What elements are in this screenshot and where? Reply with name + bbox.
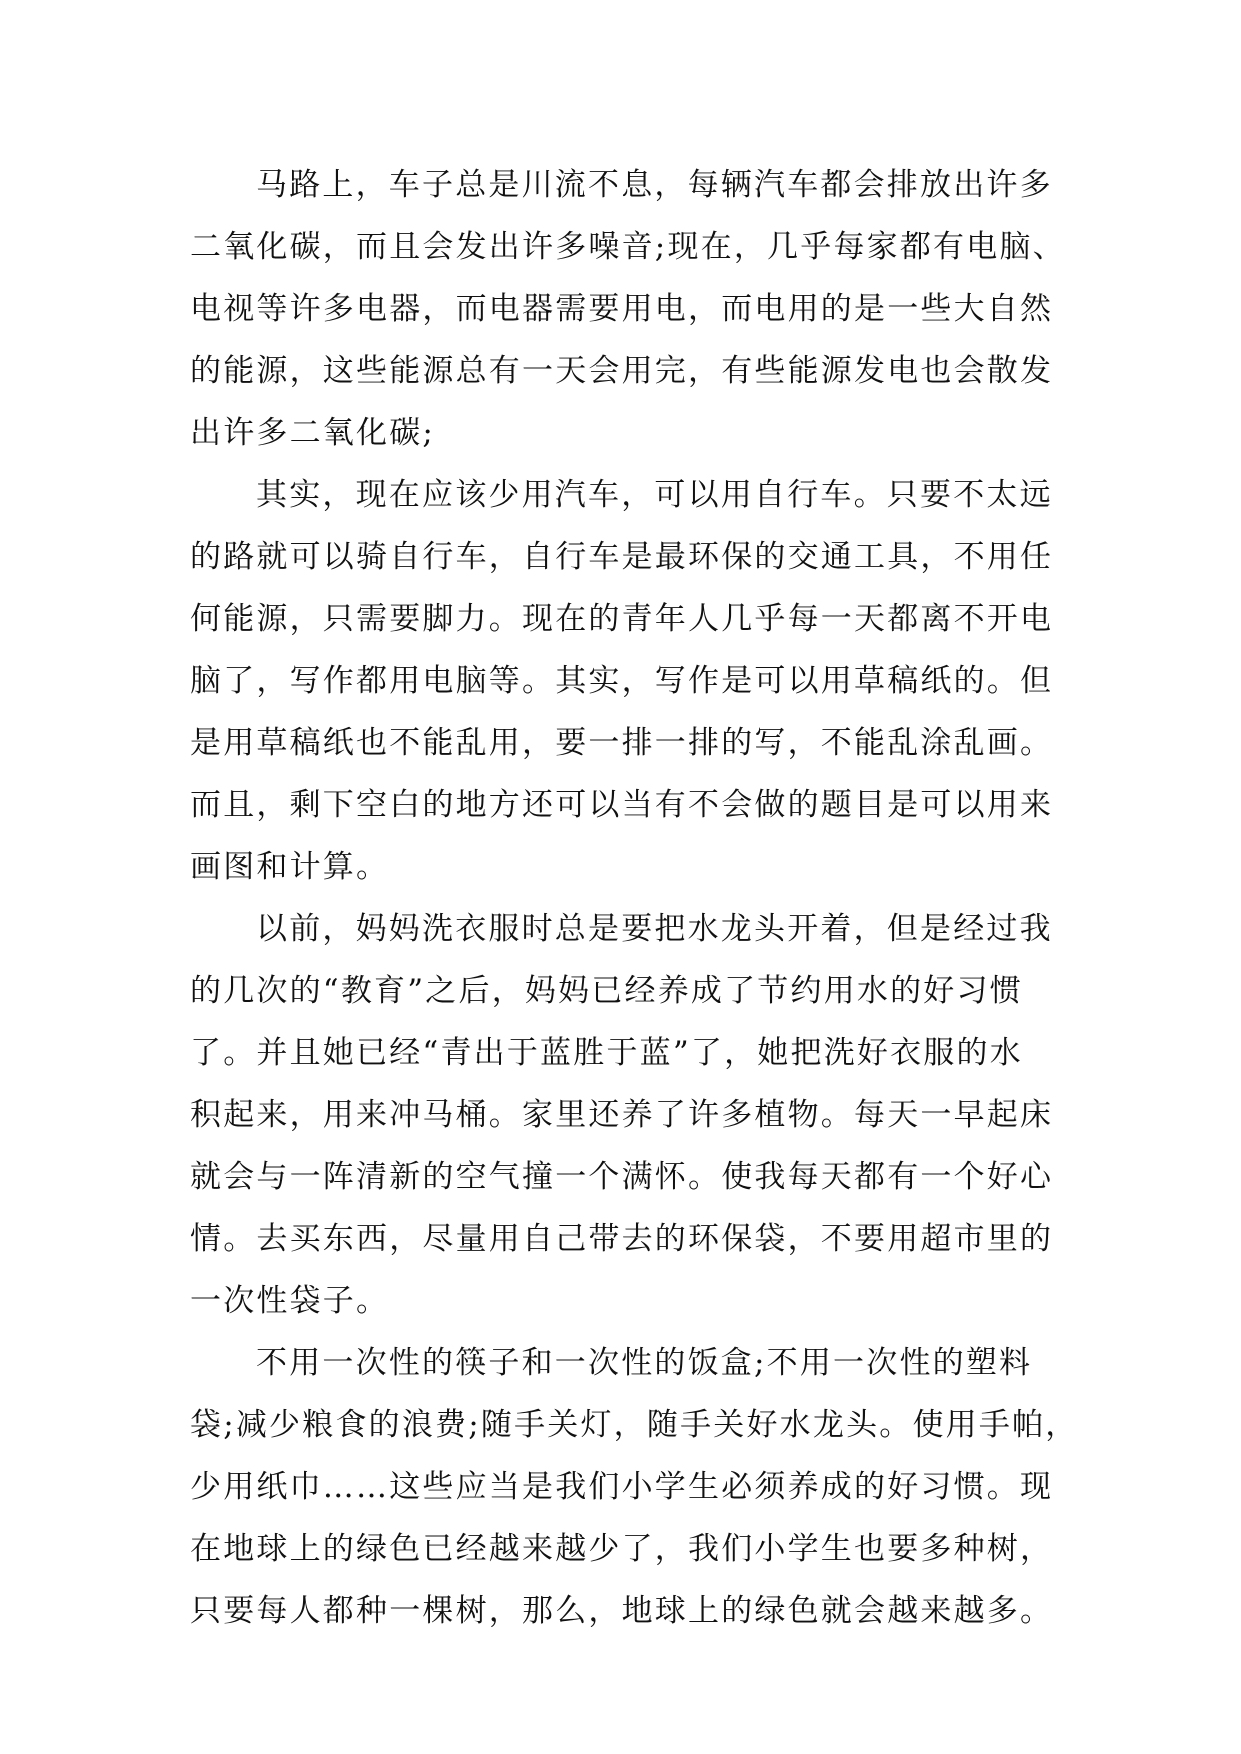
text-line: 以前，妈妈洗衣服时总是要把水龙头开着，但是经过我 (256, 911, 1053, 947)
text-line: 其实，现在应该少用汽车，可以用自行车。只要不太远 (256, 477, 1053, 513)
paragraph-1 (190, 154, 1066, 464)
text-line: 的能源，这些能源总有一天会用完，有些能源发电也会散发 (190, 353, 1054, 389)
text-line: 出许多二氧化碳; (190, 415, 436, 451)
text-line: 画图和计算。 (190, 849, 390, 885)
text-line: 在地球上的绿色已经越来越少了，我们小学生也要多种树， (190, 1531, 1054, 1567)
text-line: 情。去买东西，尽量用自己带去的环保袋，不要用超市里的 (190, 1221, 1054, 1257)
text-line: 是用草稿纸也不能乱用，要一排一排的写，不能乱涂乱画。 (190, 725, 1054, 761)
text-line: 少用纸巾……这些应当是我们小学生必须养成的好习惯。现 (190, 1469, 1054, 1505)
text-line: 一次性袋子。 (190, 1283, 390, 1319)
text-line: 了。并且她已经“青出于蓝胜于蓝”了，她把洗好衣服的水 (190, 1035, 1023, 1071)
text-line: 二氧化碳，而且会发出许多噪音;现在，几乎每家都有电脑、 (190, 229, 1066, 265)
document-body (190, 154, 1079, 1642)
text-line: 积起来，用来冲马桶。家里还养了许多植物。每天一早起床 (190, 1097, 1054, 1133)
text-line: 只要每人都种一棵树，那么，地球上的绿色就会越来越多。 (190, 1593, 1054, 1629)
text-line: 何能源，只需要脚力。现在的青年人几乎每一天都离不开电 (190, 601, 1054, 637)
text-line: 不用一次性的筷子和一次性的饭盒;不用一次性的塑料 (256, 1345, 1033, 1381)
text-line: 脑了，写作都用电脑等。其实，写作是可以用草稿纸的。但 (190, 663, 1054, 699)
text-line: 的路就可以骑自行车，自行车是最环保的交通工具，不用任 (190, 539, 1054, 575)
paragraph-2 (190, 464, 1054, 898)
text-line: 袋;减少粮食的浪费;随手关灯，随手关好水龙头。使用手帕， (190, 1407, 1079, 1443)
text-line: 的几次的“教育”之后，妈妈已经养成了节约用水的好习惯 (190, 973, 1023, 1009)
text-line: 就会与一阵清新的空气撞一个满怀。使我每天都有一个好心 (190, 1159, 1054, 1195)
text-line: 而且，剩下空白的地方还可以当有不会做的题目是可以用来 (190, 787, 1054, 823)
paragraph-3 (190, 898, 1054, 1332)
text-line: 马路上，车子总是川流不息，每辆汽车都会排放出许多 (256, 167, 1053, 203)
paragraph-4 (190, 1332, 1079, 1642)
text-line: 电视等许多电器，而电器需要用电，而电用的是一些大自然 (190, 291, 1054, 327)
